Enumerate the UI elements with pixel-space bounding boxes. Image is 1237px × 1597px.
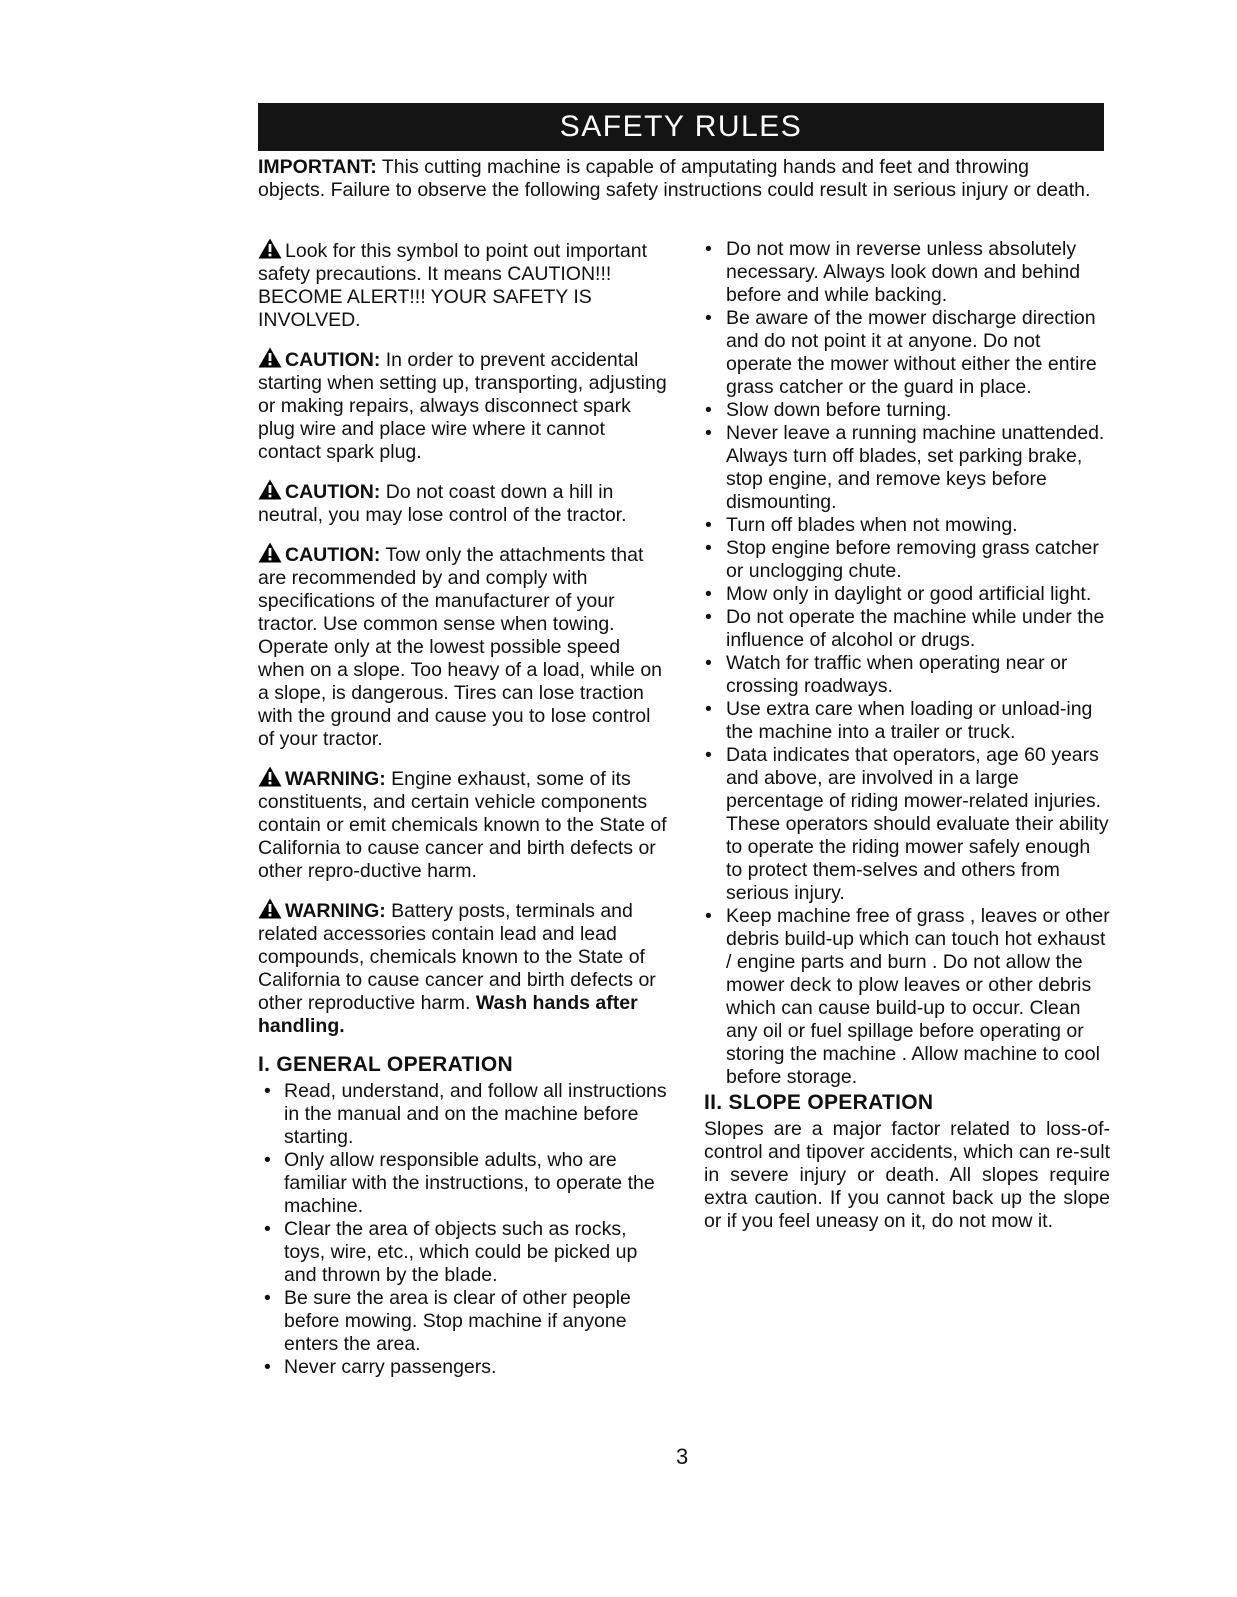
list-item: • Mow only in daylight or good artificial light. <box>704 583 1110 606</box>
warning-triangle-icon <box>258 347 282 368</box>
list-item: • Stop engine before removing grass catcher or unclogging chute. <box>704 537 1110 583</box>
banner-title: SAFETY RULES <box>559 110 803 143</box>
list-item: • Clear the area of objects such as rocks, toys, wire, etc., which could be picked up and thrown by the blade. <box>258 1218 672 1287</box>
list-item: • Do not operate the machine while under the influence of alcohol or drugs. <box>704 606 1110 652</box>
warning-triangle-icon <box>258 766 282 787</box>
safety-rules-banner <box>258 103 1104 151</box>
wash-hands-note: Wash hands after handling. <box>258 992 638 1037</box>
list-item: • Watch for traffic when operating near or crossing roadways. <box>704 652 1110 698</box>
general-operation-list <box>258 1080 672 1379</box>
caution-coast-hill <box>258 479 672 527</box>
list-item: • Be sure the area is clear of other people before mowing. Stop machine if anyone enters the area. <box>258 1287 672 1356</box>
symbol-note <box>258 238 672 332</box>
list-item: • Never carry passengers. <box>258 1356 672 1379</box>
slope-operation-text: Slopes are a major factor related to loss-of-control and tipover accidents, which can re-sult in severe injury or death. All slopes require extra caution. If you cannot back up the slope or if you feel uneasy on it, do not mow it. <box>704 1118 1110 1232</box>
warning-label: WARNING: <box>285 768 386 790</box>
caution-text: Do not coast down a hill in neutral, you may lose control of the tractor. <box>258 481 627 526</box>
general-operation-heading: I. GENERAL OPERATION <box>258 1053 513 1076</box>
caution-towing <box>258 542 672 751</box>
caution-label: CAUTION: <box>285 544 381 566</box>
caution-disconnect-spark-plug <box>258 347 672 464</box>
list-item: • Use extra care when loading or unload-ing the machine into a trailer or truck. <box>704 698 1110 744</box>
warning-triangle-icon <box>258 898 282 919</box>
caution-label: CAUTION: <box>285 481 381 503</box>
slope-operation-heading: II. SLOPE OPERATION <box>704 1091 934 1114</box>
operation-rules-list <box>704 238 1110 1089</box>
warning-triangle-icon <box>258 542 282 563</box>
list-item: • Slow down before turning. <box>704 399 1110 422</box>
caution-text: In order to prevent accidental starting when setting up, transporting, adjusting or making repairs, always disconnect spark plug wire and place wire where it cannot contact spark plug. <box>258 349 667 463</box>
list-item: • Never leave a running machine unattended. Always turn off blades, set parking brake, stop engine, and remove keys before dismounting. <box>704 422 1110 514</box>
intro-label: IMPORTANT: <box>258 156 377 178</box>
caution-text: Tow only the attachments that are recommended by and comply with specifications of the manufacturer of your tractor. Use common sense when towing. Operate only at the lowest possible speed when on a slope. Too heavy of a load, while on a slope, is dangerous. Tires can lose traction with the ground and cause you to lose control of your tractor. <box>258 544 663 750</box>
list-item: • Turn off blades when not mowing. <box>704 514 1110 537</box>
intro-text: This cutting machine is capable of amputating hands and feet and throwing objects. Failure to observe the following safety instructions could result in serious injury or death. <box>258 156 1091 201</box>
list-item: • Only allow responsible adults, who are familiar with the instructions, to operate the machine. <box>258 1149 672 1218</box>
warning-triangle-icon <box>258 238 282 259</box>
list-item: • Keep machine free of grass , leaves or other debris build-up which can touch hot exhaust / engine parts and burn . Do not allow the mower deck to plow leaves or other debris which can cause build-up to occur. Clean any oil or fuel spillage before operating or storing the machine . Allow machine to cool before storage. <box>704 905 1110 1089</box>
list-item: • Be aware of the mower discharge direction and do not point it at anyone. Do not operate the mower without either the entire grass catcher or the guard in place. <box>704 307 1110 399</box>
important-intro <box>258 156 1098 202</box>
warning-text: Battery posts, terminals and related accessories contain lead and lead compounds, chemicals known to the State of California to cause cancer and birth defects or other reproductive harm. <box>258 900 656 1014</box>
list-item: • Data indicates that operators, age 60 years and above, are involved in a large percentage of riding mower-related injuries. These operators should evaluate their ability to operate the riding mower safely enough to protect them-selves and others from serious injury. <box>704 744 1110 905</box>
warning-triangle-icon <box>258 479 282 500</box>
page-number: 3 <box>676 1444 689 1469</box>
caution-label: CAUTION: <box>285 349 381 371</box>
list-item: • Read, understand, and follow all instructions in the manual and on the machine before starting. <box>258 1080 672 1149</box>
warning-engine-exhaust <box>258 766 672 883</box>
warning-label: WARNING: <box>285 900 386 922</box>
right-column <box>704 238 1110 1233</box>
warning-text: Engine exhaust, some of its constituents, and certain vehicle components contain or emit chemicals known to the State of California to cause cancer and birth defects or other repro-ductive harm. <box>258 768 667 882</box>
symbol-note-text: Look for this symbol to point out important safety precautions. It means CAUTION!!! BECOME ALERT!!! YOUR SAFETY IS INVOLVED. <box>258 240 648 331</box>
list-item: • Do not mow in reverse unless absolutely necessary. Always look down and behind before and while backing. <box>704 238 1110 307</box>
left-column <box>258 238 672 1379</box>
warning-battery-lead <box>258 898 672 1038</box>
